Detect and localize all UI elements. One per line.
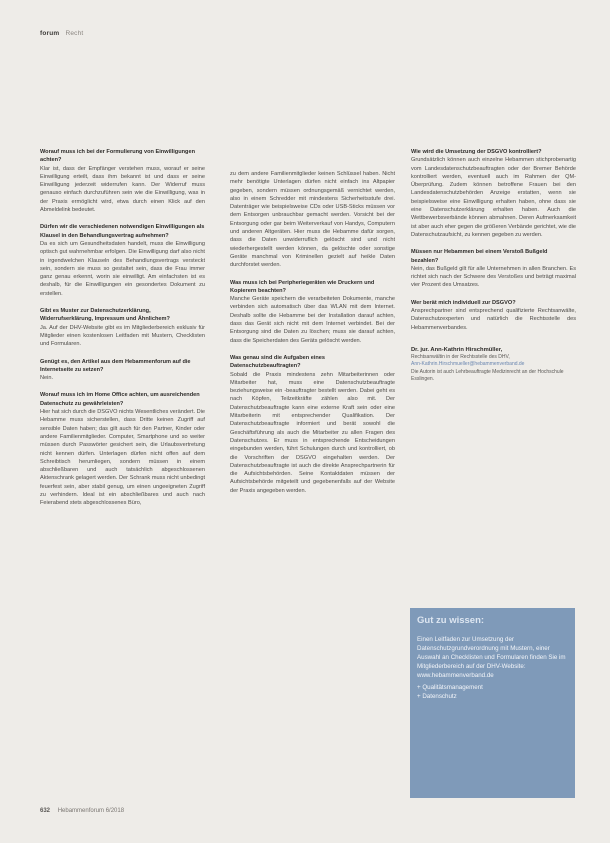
page-footer bbox=[40, 808, 124, 814]
section-label bbox=[40, 30, 83, 37]
author-role: Rechtsanwältin in der Rechtsstelle des DHV, bbox=[411, 354, 510, 361]
page-number: 632 bbox=[40, 808, 51, 814]
question-heading: Gibt es Muster zur Datenschutzerklärung, Widerrufserklärung, Impressum und Ähnlichem? bbox=[40, 308, 170, 323]
author-block bbox=[411, 346, 576, 383]
info-box-text: Einen Leitfaden zur Umsetzung der Datenschutzgrundverordnung mit Mustern, einer Auswahl an Checklisten und Formularen finden Sie im Mitgliederbereich auf der DHV-Website: bbox=[417, 636, 566, 670]
answer-paragraph: Nein, das Bußgeld gilt für alle Unternehmen in allen Branchen. Es richtet sich nach der Schwere des Verstoßes und beträgt maximal vier Prozent des Umsatzes. bbox=[411, 265, 576, 289]
question-heading: Was muss ich bei Peripheriegeräten wie Druckern und Kopierern beachten? bbox=[230, 279, 375, 294]
answer-paragraph: Ja. Auf der DHV-Website gibt es im Mitgliederbereich exklusiv für Mitglieder einen kostenlosen Leitfaden mit Mustern, Checklisten und Formularen. bbox=[40, 324, 205, 348]
section-name: forum bbox=[40, 30, 60, 37]
question-heading: Wer berät mich individuell zur DSGVO? bbox=[411, 299, 516, 306]
answer-paragraph: Ansprechpartner sind entsprechend qualifizierte Rechtsanwälte, Datenschutzexperten und natürlich die Rechtsstelle des Hebammenverbandes. bbox=[411, 308, 576, 331]
answer-paragraph: Manche Geräte speichern die verarbeiteten Dokumente, manche verbinden sich automatisch über das WLAN mit dem Internet. Deshalb sollte die Hebamme bei der Installation darauf achten, dass das Gerät sich nicht mit dem Internet verbindet. Bei der Entsorgung sind die Daten zu löschen; muss sie darauf achten, dass die Speicherdaten des Geräts gelöscht werden. bbox=[230, 296, 395, 344]
info-box-url-link[interactable]: www.hebammenverband.de bbox=[417, 672, 494, 679]
question-heading: Was genau sind die Aufgaben eines Datenschutzbeauftragten? bbox=[230, 354, 326, 370]
text-column-2 bbox=[230, 170, 395, 504]
answer-paragraph: Sobald die Praxis mindestens zehn Mitarbeiterinnen oder Mitarbeiter hat, muss eine Datenschutzbeauftragte beziehungsweise ein -beauftragter bestellt werden. Dabei geht es nach Köpfen, Teilzeitkräfte zählen also mit. Der Datenschutzbeauftragte kann eine externe Kraft sein oder eine Mitarbeiterin mit entsprechender Qualifikation. Der Datenschutzbeauftragte informiert und berät sowohl die Geschäftsführung als auch die Mitarbeiter zu allen Fragen des Datenschutzes. Er muss in entsprechende Entscheidungen eingebunden werden, führt Schulungen durch und kontrolliert, ob die Vorschriften der DSGVO eingehalten werden. Der Datenschutzbeauftragte ist auch die direkte Ansprechpartnerin für die Aufsichtsbehörden. Seine Kontaktdaten müssen der Aufsichtsbehörde mitgeteilt und gegebenenfalls auf der Website der Praxis angegeben werden. bbox=[230, 371, 395, 494]
answer-paragraph: Da es sich um Gesundheitsdaten handelt, muss die Einwilligung optisch gut wahrnehmbar erfolgen. Die Einwilligung darf also nicht in irgendwelchen Klauseln des Behandlungsvertrags versteckt sein, sondern sie muss so gestaltet sein, dass die Frau immer ganz genau erkennt, worin sie einwilligt. Am einfachsten ist es deshalb, für die Einwilligungen ein gesondertes Dokument zu erstellen. bbox=[40, 240, 205, 297]
question-heading: Genügt es, den Artikel aus dem Hebammenforum auf die Internetseite zu setzen? bbox=[40, 358, 191, 373]
info-box-title: Gut zu wissen: bbox=[417, 615, 485, 626]
author-email-link[interactable]: Ann-Kathrin.Hirschmueller@hebammenverband.de bbox=[411, 361, 525, 368]
section-subname: Recht bbox=[65, 30, 84, 37]
info-box-bullets bbox=[417, 683, 567, 701]
answer-paragraph: Klar ist, dass der Empfänger verstehen muss, worauf er seine Einwilligung erteilt, dass ihm bekannt ist und dass er seine Einwilligung jederzeit widerrufen kann. Der Widerruf muss genauso einfach durchzuführen sein wie die Einwilligung, was in der Praxis ermöglicht wird, etwa durch einen Klick auf den Abmeldelink bedeutet. bbox=[40, 165, 205, 214]
question-heading: Dürfen wir die verschiedenen notwendigen Einwilligungen als Klausel in den Behandlungsvertrag aufnehmen? bbox=[40, 224, 205, 239]
author-note: Die Autorin ist auch Lehrbeauftragte Medizinrecht an der Hochschule Esslingen. bbox=[411, 368, 564, 382]
info-box-bullet: + Qualitätsmanagement bbox=[417, 684, 483, 691]
question-heading: Worauf muss ich bei der Formulierung von Einwilligungen achten? bbox=[40, 149, 195, 164]
answer-paragraph: Nein. bbox=[40, 375, 54, 382]
info-box-bullet: + Datenschutz bbox=[417, 693, 457, 700]
answer-paragraph: zu dem andere Familienmitglieder keinen Schlüssel haben. Nicht mehr benötigte Unterlagen dürfen nicht einfach ins Altpapier gegeben, sondern müssen ordnungsgemäß vernichtet werden, also in einem Schredder mit mindestens Sicherheitsstufe drei. Datenträger wie beispielsweise CDs oder USB-Sticks müssen vor dem Entsorgen unbrauchbar gemacht werden. Vorsicht bei der Entsorgung oder gar beim Weiterverkauf von Handys, Computern und anderen Altgeräten. Hier muss die Hebamme dafür sorgen, dass die Daten unwiderruflich gelöscht sind und nicht wiederhergestellt werden können, da gelöschte oder sonstige Geräte manchmal von Kriminellen gezielt auf heikle Daten durchforstet werden. bbox=[230, 171, 395, 269]
text-column-1 bbox=[40, 148, 205, 517]
answer-paragraph: Grundsätzlich können auch einzelne Hebammen stichprobenartig vom Landesdatenschutzbeauftragten oder der Bremer Behörde kontrolliert werden, eventuell auch im Rahmen der QM-Überprüfung. Zudem können betroffene Frauen bei den Landesdatenschutzbehörden Anzeige erstatten, wenn sie beispielsweise eine Einwilligung erhalten haben, ohne dass sie eine Datenschutzerklärung erhalten haben. Auch die Wettbewerbsverbände können abmahnen. Deren Aufmerksamkeit ist aber auch eher gegen die größeren Verbände gerichtet, wie die Datenschutzaufsicht, zu kennen gegeben zu werden. bbox=[411, 157, 576, 238]
info-box-body bbox=[417, 635, 567, 701]
author-name: Dr. jur. Ann-Kathrin Hirschmüller, bbox=[411, 346, 503, 353]
question-heading: Worauf muss ich im Home Office achten, um ausreichenden Datenschutz zu gewährleisten? bbox=[40, 392, 200, 407]
text-column-3 bbox=[411, 148, 576, 383]
question-heading: Müssen nur Hebammen bei einem Verstoß Bußgeld bezahlen? bbox=[411, 249, 548, 264]
info-box bbox=[410, 608, 575, 798]
question-heading: Wie wird die Umsetzung der DSGVO kontrolliert? bbox=[411, 149, 542, 155]
publication-name: Hebammenforum 6/2018 bbox=[57, 808, 125, 814]
answer-paragraph: Hier hat sich durch die DSGVO nichts Wesentliches verändert. Die Hebamme muss sicherstellen, dass Dritte keinen Zugriff auf sensible Daten haben; das gilt auch für den Partner, Kinder oder andere Familienmitglieder. Computer, Smartphone und so weiter müssen durch Passwörter gesichert sein, die Urlaubsvertretung nicht kennen dürfen. Unterlagen dürfen nicht offen auf dem Schreibtisch herumliegen, sondern müssen in einem abschließbaren und auch tatsächlich abgeschlossenen Aktenschrank gelagert werden. Der Schrank muss nicht unbedingt feuerfest sein, aber stabil genug, um einen ungeeigneten Zugriff zu verhindern. Ideal ist ein abschließbares und auch nach Feierabend stets abgeschlossenes Büro, bbox=[40, 409, 205, 507]
